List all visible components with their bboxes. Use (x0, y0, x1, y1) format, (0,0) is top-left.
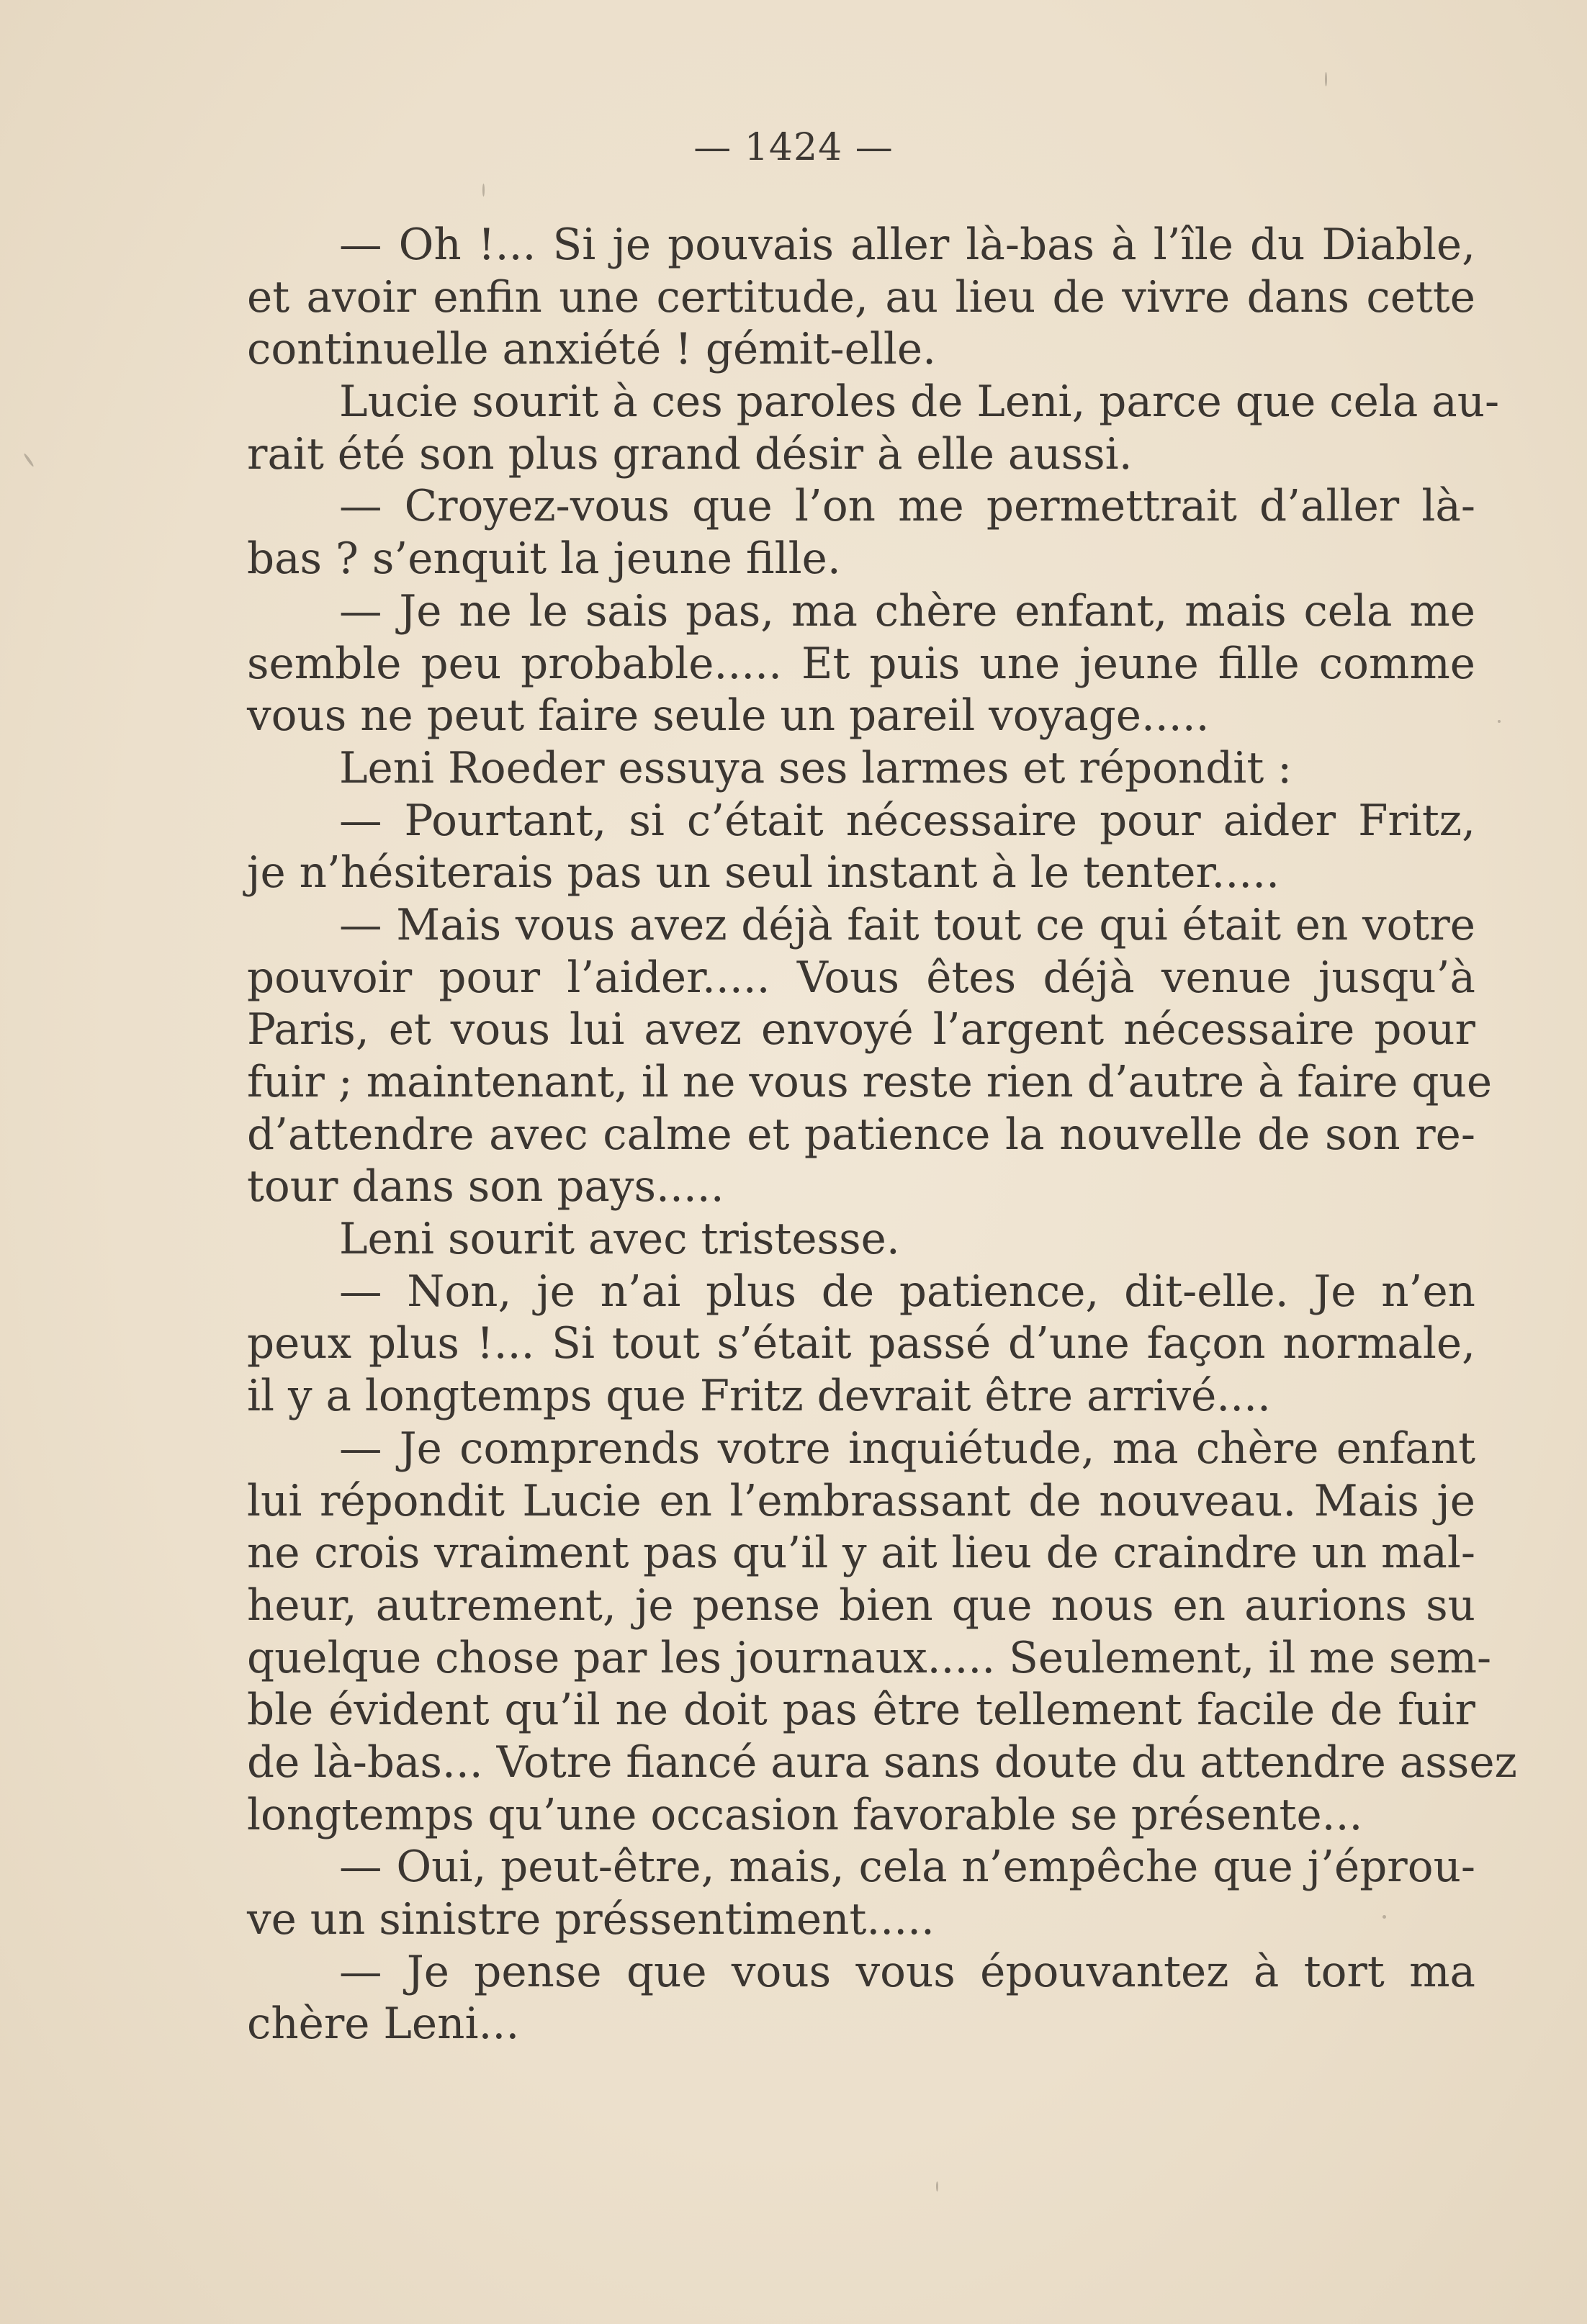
text-line: rait été son plus grand désir à elle aussi. (247, 429, 1133, 479)
text-line: quelque chose par les journaux..... Seulement, il me sem- (247, 1633, 1492, 1683)
text-line: je n’hésiterais pas un seul instant à le tenter..... (247, 848, 1280, 898)
text-line: ble évident qu’il ne doit pas être tellement facile de fuir (247, 1685, 1475, 1736)
text-line: — Non, je n’ai plus de patience, dit-elle. Je n’en (339, 1266, 1475, 1317)
page-number: — 1424 — (693, 126, 894, 169)
text-line: d’attendre avec calme et patience la nouvelle de son re- (247, 1109, 1475, 1160)
text-line: — Oh !... Si je pouvais aller là-bas à l’île du Diable, (339, 220, 1475, 270)
text-line: chère Leni... (247, 1999, 520, 2050)
text-line: de là-bas... Votre fiancé aura sans doute du attendre assez (247, 1737, 1517, 1788)
text-line: Leni sourit avec tristesse. (339, 1215, 900, 1265)
text-line: vous ne peut faire seule un pareil voyage..... (247, 691, 1210, 742)
text-line: longtemps qu’une occasion favorable se présente... (247, 1790, 1363, 1840)
text-line: ne crois vraiment pas qu’il y ait lieu de craindre un mal- (247, 1528, 1475, 1579)
text-line: fuir ; maintenant, il ne vous reste rien d’autre à faire que (247, 1058, 1493, 1107)
text-line: — Mais vous avez déjà fait tout ce qui était en votre (339, 900, 1475, 950)
paper-speck (1498, 720, 1501, 723)
text-line: continuelle anxiété ! gémit-elle. (247, 325, 937, 375)
text-line: Leni Roeder essuya ses larmes et répondit : (339, 743, 1292, 793)
text-line: bas ? s’enquit la jeune fille. (247, 534, 841, 585)
paper-speck (1325, 72, 1327, 86)
text-line: heur, autrement, je pense bien que nous en aurions su (247, 1580, 1475, 1631)
text-line: Lucie sourit à ces paroles de Leni, parce que cela au- (339, 377, 1500, 428)
text-line: Paris, et vous lui avez envoyé l’argent nécessaire pour (247, 1005, 1475, 1055)
paper-speck (482, 184, 485, 197)
paper-speck (23, 453, 35, 467)
paper-speck (1383, 1915, 1386, 1919)
text-line: et avoir enfin une certitude, au lieu de vivre dans cette (247, 272, 1475, 323)
text-line: — Pourtant, si c’était nécessaire pour aider Fritz, (339, 796, 1475, 846)
text-line: peux plus !... Si tout s’était passé d’une façon normale, (247, 1319, 1475, 1369)
text-line: tour dans son pays..... (247, 1162, 724, 1212)
text-line: ve un sinistre préssentiment..... (247, 1895, 935, 1945)
text-line: pouvoir pour l’aider..... Vous êtes déjà venue jusqu’à (247, 952, 1475, 1003)
text-line: — Je pense que vous vous épouvantez à tort ma (339, 1947, 1475, 1997)
text-line: lui répondit Lucie en l’embrassant de nouveau. Mais je (247, 1476, 1475, 1526)
text-line: — Croyez-vous que l’on me permettrait d’aller là- (339, 482, 1475, 532)
text-line: il y a longtemps que Fritz devrait être arrivé.... (247, 1372, 1271, 1422)
text-line: — Oui, peut-être, mais, cela n’empêche que j’éprou- (339, 1842, 1475, 1893)
text-line: — Je comprends votre inquiétude, ma chère enfant (339, 1423, 1475, 1474)
text-line: — Je ne le sais pas, ma chère enfant, mais cela me (339, 586, 1475, 636)
text-line: semble peu probable..... Et puis une jeune fille comme (247, 639, 1475, 689)
body-text (247, 220, 1517, 2051)
paper-speck (936, 2181, 938, 2192)
